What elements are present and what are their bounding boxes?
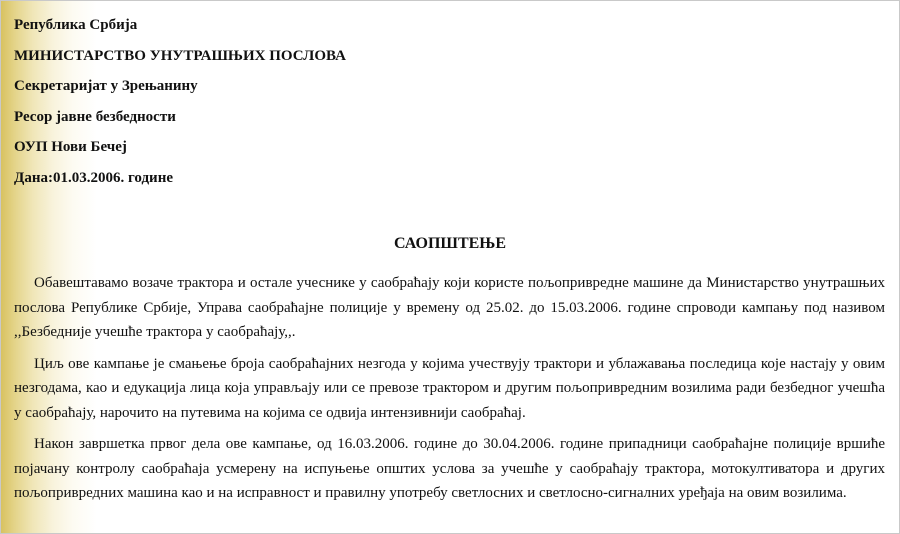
header-office: ОУП Нови Бечеј	[14, 139, 127, 155]
paragraph-2: Циљ ове кампање је смањење броја саобраћајних незгода у којима учествују трактори и ублажавања последица које настају у овим незгодама, као и едукација лица која управљају или се превозе трактором и другим пољопривредним возилима ради безбедног учешћа у саобраћају, нарочито на путевима на којима се одвија интензивнији саобраћај.	[14, 355, 885, 421]
document-header	[14, 10, 346, 193]
document-title: САОПШТЕЊЕ	[393, 235, 507, 252]
header-republic: Република Србија	[14, 17, 138, 33]
document-body	[14, 271, 885, 513]
header-department: Ресор јавне безбедности	[14, 108, 176, 125]
header-ministry: МИНИСТАРСТВО УНУТРАШЊИХ ПОСЛОВА	[14, 47, 346, 64]
header-secretariat: Секретаријат у Зрењанину	[14, 78, 198, 94]
paragraph-1: Обавештавамо возаче трактора и остале учеснике у саобраћају који користе пољопривредне машине да Министарство унутрашњих послова Републике Србије, Управа саобраћајне полиције у времену од 25.02. до 15.03.2006. године спроводи кампању под називом ,,Безбедније учешће трактора у саобраћају,,.	[14, 275, 885, 340]
header-date: Дана:01.03.2006. године	[14, 169, 173, 186]
paragraph-3: Након завршетка првог дела ове кампање, од 16.03.2006. године до 30.04.2006. године припадници саобраћајне полиције вршиће појачану контролу саобраћаја усмерену на испуњење општих услова за учешће у саобраћају трактора, мотокултиватора и других пољопривредних машина као и на исправност и правилну употребу светлосних и светлосно-сигналних уређаја на овим возилима.	[14, 436, 885, 501]
